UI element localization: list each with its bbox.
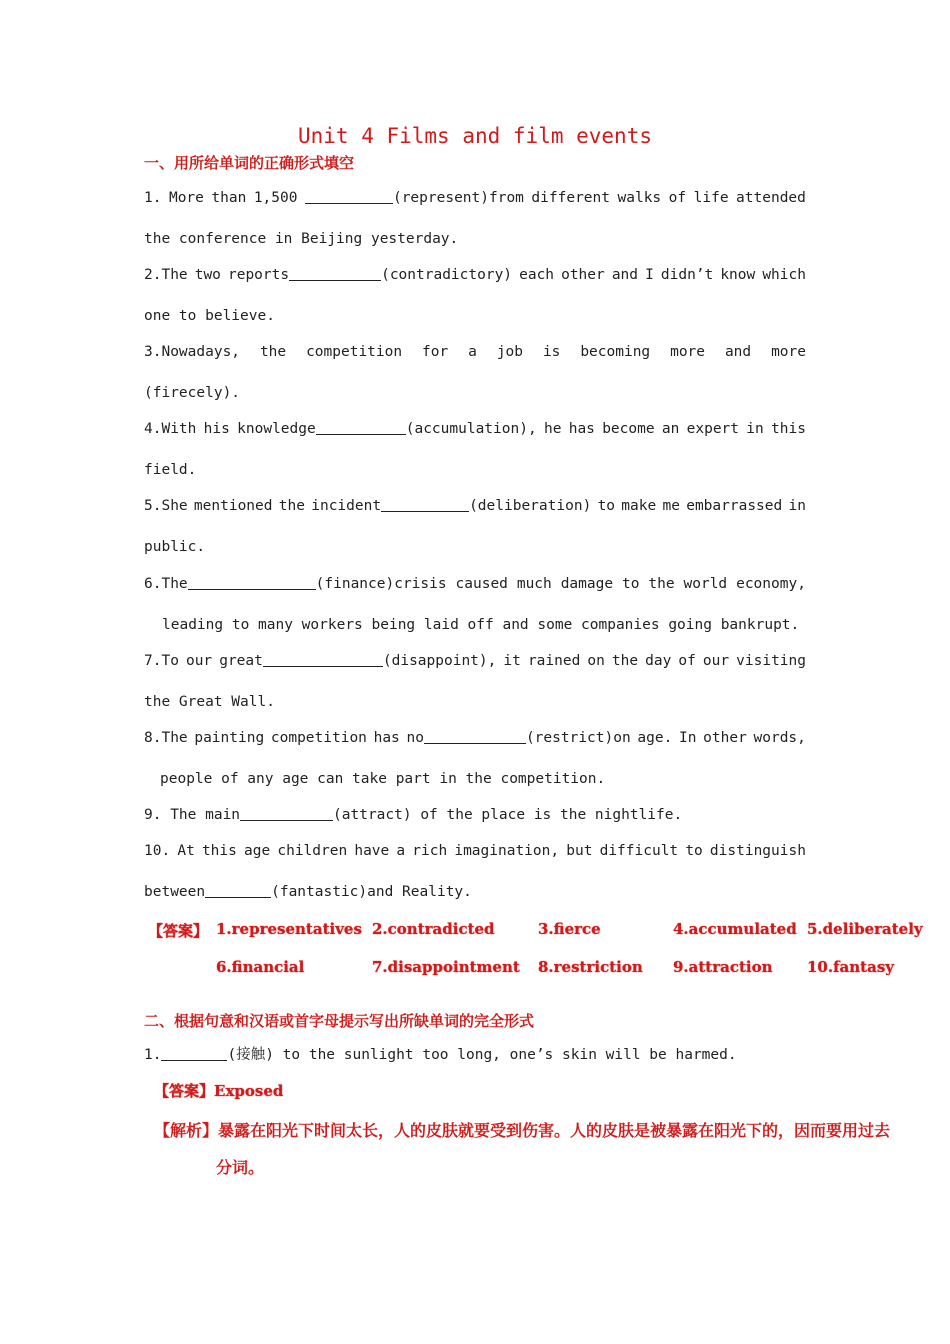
question-word: no <box>406 730 424 746</box>
question-word: difficult <box>599 843 679 859</box>
question-10-line-2 <box>144 882 472 902</box>
answer-item: 7.disappointment <box>372 958 520 976</box>
question-word: much <box>516 576 552 592</box>
question-3-line-1 <box>144 342 806 362</box>
answer-blank[interactable] <box>316 420 406 435</box>
answer-item: 1.representatives <box>216 920 362 938</box>
question-word: the <box>648 576 675 592</box>
answer-item: 2.contradicted <box>372 920 495 938</box>
question-word: a <box>396 843 406 859</box>
question-word: our <box>702 653 730 669</box>
question-6-line-2: leading to many workers being laid off and some companies going bankrupt. <box>162 617 800 633</box>
question-word: competition <box>306 344 403 360</box>
question-word: painting <box>194 730 265 746</box>
question-4-number: 4.With <box>144 421 197 437</box>
question-word: to <box>597 498 616 514</box>
question-word: other <box>561 267 605 283</box>
answer-item: 8.restriction <box>538 958 643 976</box>
question-8-line-2: people of any age can take part in the competition. <box>160 771 606 787</box>
question-word: this <box>201 843 237 859</box>
question-word: At <box>177 843 195 859</box>
explanation-text: 暴露在阳光下时间太长，人的皮肤就要受到伤害。人的皮肤是被暴露在阳光下的，因而要用过去 <box>218 1121 891 1140</box>
question-7-number: 7.To <box>144 653 179 669</box>
section-1-heading: 一、用所给单词的正确形式填空 <box>144 154 355 172</box>
question-9-line-1 <box>144 805 682 825</box>
section-2-explanation-line-2: 分词。 <box>216 1158 265 1177</box>
question-word: More <box>168 190 204 206</box>
explanation-label: 【解析】 <box>154 1121 219 1140</box>
question-word: other <box>703 730 747 746</box>
answer-item: 5.deliberately <box>807 920 923 938</box>
question-word: between <box>144 884 206 900</box>
word-hint: (接触) to the sunlight too long, one’s skin will be harmed. <box>227 1047 737 1063</box>
word-hint: (represent)from <box>392 190 524 206</box>
question-word: on <box>587 653 605 669</box>
question-word: expert <box>686 421 740 437</box>
page-title: Unit 4 Films and film events <box>297 124 652 148</box>
question-7-line-2: the Great Wall. <box>144 694 275 710</box>
question-word: distinguish <box>709 843 806 859</box>
question-word: rained <box>527 653 581 669</box>
question-word: children <box>277 843 348 859</box>
question-6-line-1 <box>144 574 806 594</box>
question-word: have <box>354 843 390 859</box>
question-word: caused <box>455 576 508 592</box>
answer-value: Exposed <box>214 1082 284 1100</box>
question-10-number: 10. <box>144 843 171 859</box>
question-word: which <box>762 267 806 283</box>
question-3-line-2: (firecely). <box>144 385 241 401</box>
question-word: has <box>373 730 400 746</box>
section-2-explanation-line-1 <box>154 1118 890 1141</box>
question-word: more <box>670 344 706 360</box>
question-word: great <box>219 653 263 669</box>
question-word: didn’t <box>660 267 714 283</box>
word-hint: (fantastic)and Reality. <box>271 884 472 900</box>
question-7-line-1 <box>144 651 806 671</box>
answer-blank[interactable] <box>263 652 383 667</box>
question-word: more <box>771 344 806 360</box>
question-word: than <box>211 190 247 206</box>
answer-item: 9.attraction <box>673 958 773 976</box>
question-word: and <box>611 267 639 283</box>
answer-item: 10.fantasy <box>807 958 894 976</box>
question-6-number: 6.The <box>144 576 188 592</box>
answer-blank[interactable] <box>289 266 381 281</box>
question-4-line-1 <box>144 419 806 439</box>
question-word: has <box>568 421 595 437</box>
question-word: me <box>662 498 680 514</box>
question-5-number: 5.She <box>144 498 188 514</box>
question-word: become <box>602 421 655 437</box>
answer-item: 4.accumulated <box>673 920 797 938</box>
question-word: the <box>259 344 287 360</box>
question-word: make <box>621 498 657 514</box>
question-word: In <box>679 730 697 746</box>
question-word: walks <box>617 190 662 206</box>
question-1-line-2: the conference in Beijing yesterday. <box>144 231 459 247</box>
question-word: our <box>185 653 213 669</box>
question-word: he <box>543 421 562 437</box>
word-hint: (contradictory) <box>381 267 513 283</box>
question-word: job <box>496 344 524 360</box>
question-word: becoming <box>580 344 651 360</box>
question-word: economy, <box>736 576 806 592</box>
question-2-number: 2.The <box>144 267 188 283</box>
question-word: I <box>645 267 654 283</box>
question-word: competition <box>270 730 367 746</box>
question-word: imagination, <box>454 843 560 859</box>
question-word: for <box>422 344 449 360</box>
question-word: two <box>194 267 221 283</box>
question-5-line-2: public. <box>144 539 206 555</box>
question-word: age. <box>637 730 673 746</box>
question-word: this <box>771 421 806 437</box>
question-word: an <box>661 421 680 437</box>
question-word: in <box>746 421 764 437</box>
word-hint: (disappoint), <box>382 653 497 669</box>
answer-label: 【答案】 <box>148 922 209 940</box>
question-word: his <box>203 421 230 437</box>
answer-item: 3.fierce <box>538 920 601 938</box>
answer-blank[interactable] <box>424 729 526 744</box>
question-word: and <box>724 344 752 360</box>
question-word: world <box>683 576 728 592</box>
question-word: is <box>542 344 561 360</box>
question-word: it <box>503 653 521 669</box>
question-word: incident <box>311 498 382 514</box>
question-word: to <box>622 576 640 592</box>
question-8-line-1 <box>144 728 806 748</box>
word-hint: (restrict)on <box>525 730 631 746</box>
question-word: words, <box>753 730 806 746</box>
question-word: 1,500 <box>253 190 298 206</box>
word-hint: (accumulation), <box>405 421 537 437</box>
question-word: a <box>468 344 477 360</box>
question-8-number: 8.The <box>144 730 188 746</box>
answer-blank[interactable] <box>188 575 316 590</box>
question-word: knowledge <box>237 421 316 437</box>
question-number: 1. <box>144 1047 162 1063</box>
answer-blank[interactable] <box>161 1046 227 1061</box>
answer-blank[interactable] <box>205 883 271 898</box>
question-word: the <box>611 653 639 669</box>
question-10-line-1 <box>144 841 806 861</box>
question-5-line-1 <box>144 496 806 516</box>
word-hint: (attract) of the place is the nightlife. <box>333 807 683 823</box>
question-word: in <box>788 498 806 514</box>
question-word: damage <box>560 576 614 592</box>
question-word: mentioned <box>193 498 273 514</box>
question-word: know <box>720 267 756 283</box>
question-word: age <box>244 843 271 859</box>
question-4-line-2: field. <box>144 462 197 478</box>
question-word: each <box>519 267 555 283</box>
question-word: reports <box>227 267 290 283</box>
section-2-answer <box>154 1080 283 1101</box>
section-2-question-1 <box>144 1045 737 1065</box>
question-9-text: 9. The main <box>144 807 241 823</box>
question-word: attended <box>736 190 806 206</box>
question-word: life <box>693 190 729 206</box>
answer-item: 6.financial <box>216 958 305 976</box>
question-3-number: 3.Nowadays, <box>144 344 241 360</box>
answer-blank[interactable] <box>305 189 393 204</box>
question-word: different <box>531 190 610 206</box>
question-word: day <box>645 653 672 669</box>
answer-blank[interactable] <box>240 806 333 821</box>
question-1-number: 1. <box>144 190 162 206</box>
question-2-line-1 <box>144 265 806 285</box>
question-2-line-2: one to believe. <box>144 308 275 324</box>
question-word: of <box>668 190 687 206</box>
question-word: of <box>678 653 696 669</box>
question-word: to <box>685 843 703 859</box>
question-word: but <box>566 843 593 859</box>
word-hint: (finance)crisis <box>315 576 447 592</box>
answer-label: 【答案】 <box>154 1082 215 1100</box>
question-1-line-1 <box>144 188 806 208</box>
section-2-heading: 二、根据句意和汉语或首字母提示写出所缺单词的完全形式 <box>144 1012 535 1030</box>
question-word: embarrassed <box>686 498 783 514</box>
question-word: the <box>278 498 305 514</box>
answer-blank[interactable] <box>381 497 469 512</box>
question-word: rich <box>412 843 448 859</box>
word-hint: (deliberation) <box>469 498 592 514</box>
question-word: visiting <box>736 653 806 669</box>
